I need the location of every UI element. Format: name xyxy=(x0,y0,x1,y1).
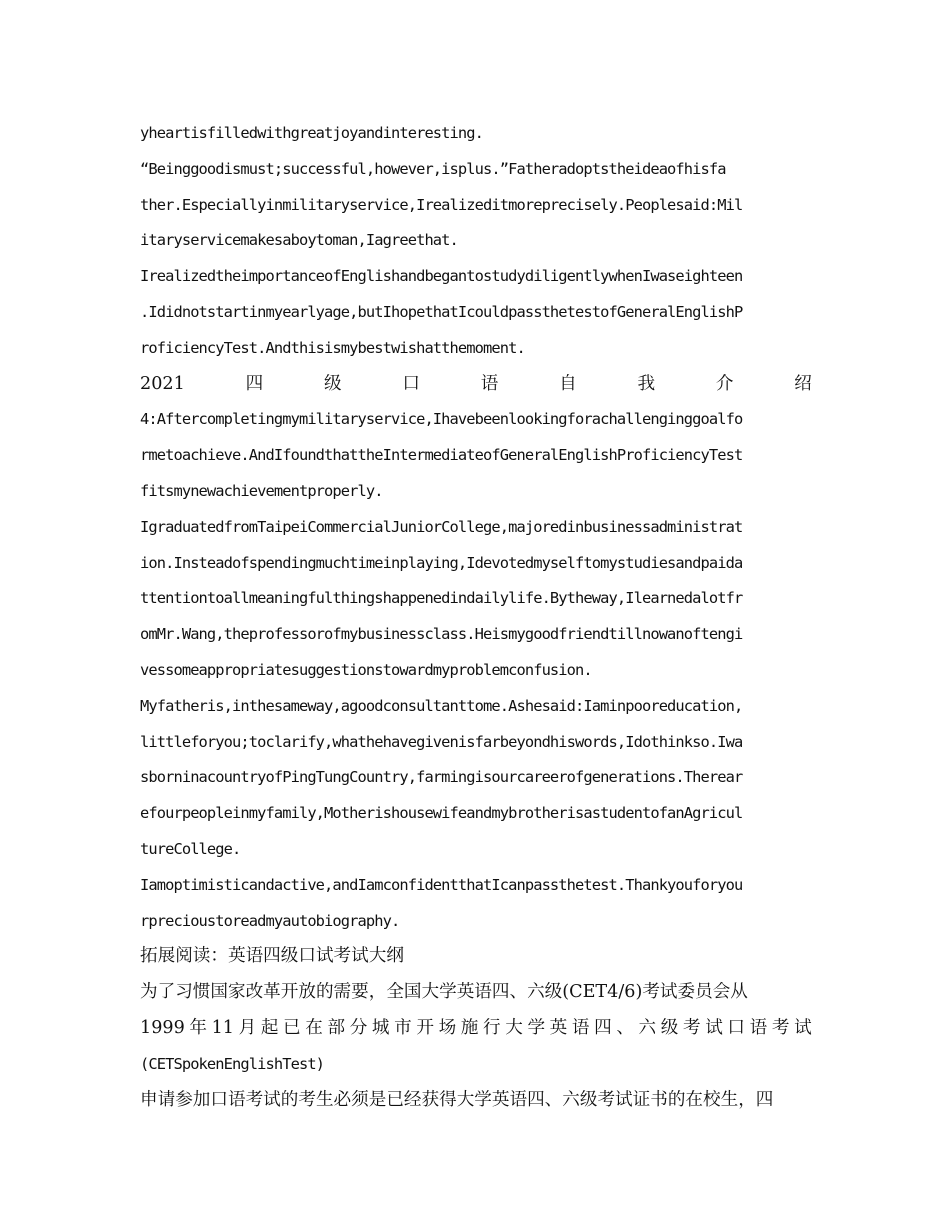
heading-token: 介 xyxy=(715,373,734,394)
justified-date-line xyxy=(140,1011,812,1047)
date-token: 考 xyxy=(771,1017,790,1038)
text-line: IgraduatedfromTaipeiCommercialJuniorCollege,majoredinbusinessadministrat xyxy=(140,517,743,536)
date-token: 学 xyxy=(527,1017,546,1038)
date-token: 六 xyxy=(638,1017,657,1038)
text-line: tureCollege. xyxy=(140,839,241,858)
text-line: vessomeappropriatesuggestionstowardmyproblemconfusion. xyxy=(140,660,592,679)
text-line: efourpeopleinmyfamily,MotherishousewifeandmybrotherisastudentofanAgricul xyxy=(140,804,743,823)
text-line: Myfatheris,inthesameway,agoodconsultanttome.Ashesaid:Iaminpooreducation, xyxy=(140,696,743,715)
date-token: 语 xyxy=(749,1017,768,1038)
section-heading xyxy=(140,367,812,403)
text-line: ttentiontoallmeaningfulthingshappenedindailylife.Bytheway,Ilearnedalotfr xyxy=(140,589,743,608)
date-token: 口 xyxy=(727,1017,746,1038)
date-token: 级 xyxy=(660,1017,679,1038)
date-token: 月 xyxy=(238,1017,257,1038)
date-token: 语 xyxy=(571,1017,590,1038)
text-line: rmetoachieve.AndIfoundthattheIntermediateofGeneralEnglishProficiencyTest xyxy=(140,446,743,465)
date-token: 试 xyxy=(705,1017,723,1038)
date-token: 城 xyxy=(371,1017,390,1038)
date-token: 四 xyxy=(594,1017,612,1038)
date-token: 部 xyxy=(327,1017,346,1038)
text-line: sborninacountryofPingTungCountry,farmingisourcareerofgenerations.Therear xyxy=(140,768,743,787)
text-line: fitsmynewachievementproperly. xyxy=(140,481,383,500)
date-token: 施 xyxy=(460,1017,479,1038)
date-token: 、 xyxy=(616,1017,634,1038)
date-token: 英 xyxy=(549,1017,568,1038)
text-line: Iamoptimisticandactive,andIamconfidentthatIcanpassthetest.Thankyouforyou xyxy=(140,875,743,894)
text-line: yheartisfilledwithgreatjoyandinteresting. xyxy=(140,124,484,142)
date-token: 行 xyxy=(483,1017,501,1038)
heading-token: 2021 xyxy=(140,373,185,394)
date-token: 开 xyxy=(416,1017,434,1038)
text-line: (CETSpokenEnglishTest) xyxy=(140,1054,325,1073)
heading-token: 语 xyxy=(480,373,499,394)
heading-token: 绍 xyxy=(794,373,812,394)
date-token: 大 xyxy=(505,1017,523,1038)
date-token: 1999 xyxy=(140,1017,185,1038)
text-line: ther.Especiallyinmilitaryservice,Irealizeditmoreprecisely.Peoplesaid:Mil xyxy=(140,195,743,214)
date-token: 起 xyxy=(260,1017,279,1038)
heading-token: 级 xyxy=(323,373,342,394)
text-line: 申请参加口语考试的考生必须是已经获得大学英语四、六级考试证书的在校生，四 xyxy=(140,1089,774,1110)
heading-token: 我 xyxy=(637,373,656,394)
date-token: 在 xyxy=(305,1017,323,1038)
heading-token: 四 xyxy=(245,373,264,394)
text-line: roficiencyTest.Andthisismybestwishatthemoment. xyxy=(140,338,525,357)
date-token: 市 xyxy=(394,1017,412,1038)
date-token: 场 xyxy=(438,1017,457,1038)
document-body xyxy=(140,116,812,1118)
text-line: 为了习惯国家改革开放的需要，全国大学英语四、六级(CET4/6)考试委员会从 xyxy=(140,982,748,1003)
text-line: itaryservicemakesaboytoman,Iagreethat. xyxy=(140,231,458,250)
heading-token: 自 xyxy=(559,373,577,394)
text-line: “Beinggoodismust;successful,however,isplus.”Fatheradoptstheideaofhisfa xyxy=(140,159,726,178)
text-line: 4:Aftercompletingmymilitaryservice,Ihavebeenlookingforachallenginggoalfo xyxy=(140,410,743,429)
text-line: omMr.Wang,theprofessorofmybusinessclass.Heismygoodfriendtillnowanoftengi xyxy=(140,625,743,644)
date-token: 年 xyxy=(189,1017,207,1038)
date-token: 分 xyxy=(349,1017,368,1038)
date-token: 已 xyxy=(283,1017,301,1038)
text-line: littleforyou;toclarify,whathehavegivenisfarbeyondhiswords,Idothinkso.Iwa xyxy=(140,732,743,751)
date-token: 考 xyxy=(682,1017,701,1038)
text-line: rprecioustoreadmyautobiography. xyxy=(140,911,400,930)
section-title: 拓展阅读：英语四级口试考试大纲 xyxy=(140,946,404,967)
heading-token: 口 xyxy=(402,373,420,394)
date-token: 试 xyxy=(794,1017,812,1038)
text-line: ion.Insteadofspendingmuchtimeinplaying,Idevotedmyselftomystudiesandpaida xyxy=(140,553,743,572)
text-line: IrealizedtheimportanceofEnglishandbegantostudydiligentlywhenIwaseighteen xyxy=(140,267,743,286)
text-line: .Ididnotstartinmyearlyage,butIhopethatIcouldpassthetestofGeneralEnglishP xyxy=(140,302,743,321)
date-token: 11 xyxy=(211,1017,234,1038)
